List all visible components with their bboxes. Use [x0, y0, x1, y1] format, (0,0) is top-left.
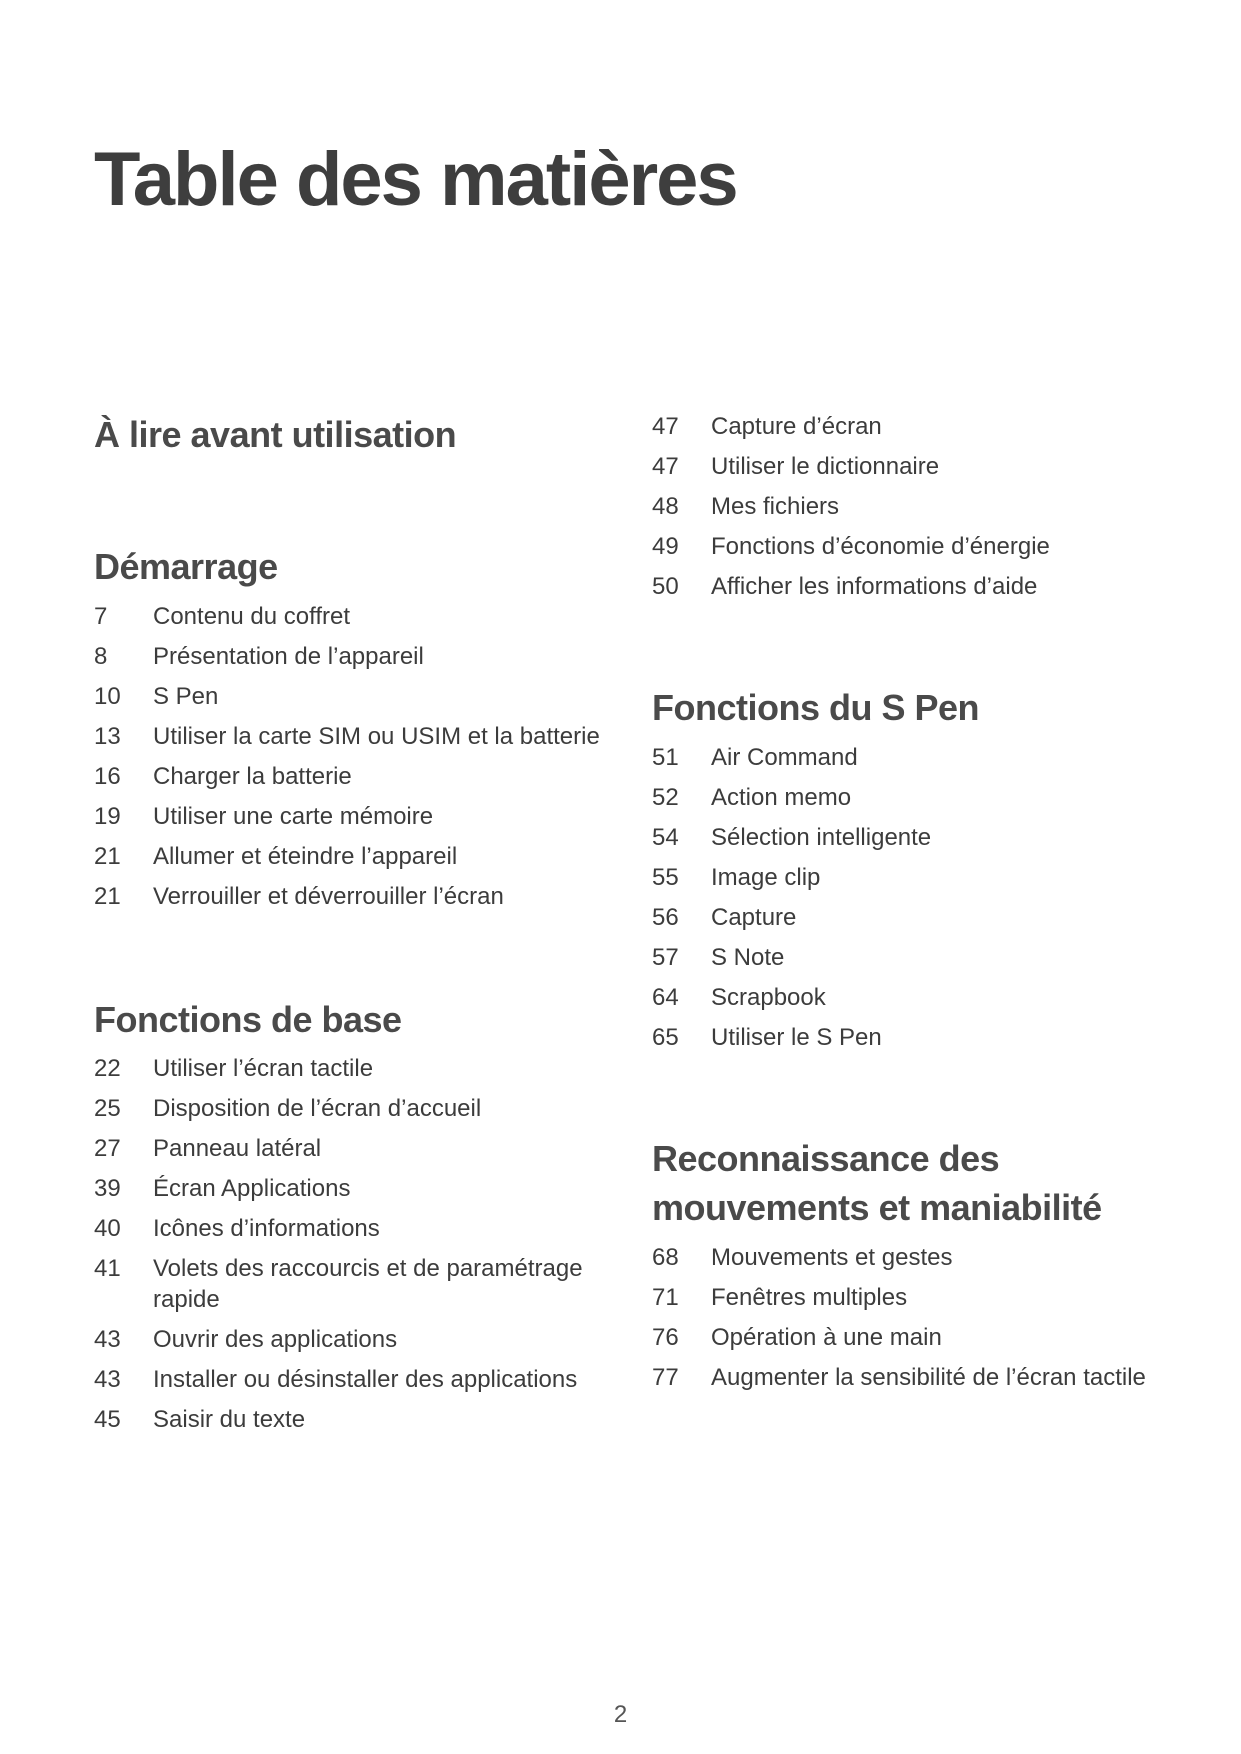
toc-entry[interactable] [94, 1404, 614, 1435]
page-number: 2 [613, 1701, 628, 1728]
toc-entry[interactable] [94, 1173, 614, 1204]
toc-entry[interactable] [652, 982, 1212, 1013]
toc-entry-title: Verrouiller et déverrouiller l’écran [153, 883, 504, 910]
toc-entry[interactable] [652, 571, 1212, 602]
toc-entry-title: Disposition de l’écran d’accueil [153, 1095, 482, 1122]
toc-page-number: 21 [94, 843, 121, 870]
toc-entry[interactable] [652, 1022, 1212, 1053]
toc-entry-title: Fonctions d’économie d’énergie [711, 533, 1050, 560]
toc-page-number: 7 [94, 603, 108, 630]
toc-entry[interactable] [652, 451, 1212, 482]
toc-page-number: 16 [94, 763, 121, 790]
toc-entry-title: Utiliser le dictionnaire [711, 453, 940, 480]
section-heading-fonctions-du-s-pen[interactable]: Fonctions du S Pen [652, 687, 980, 728]
toc-page-number: 57 [652, 944, 679, 971]
toc-entry-title: Sélection intelligente [711, 824, 932, 851]
toc-page-number: 41 [94, 1255, 121, 1282]
section-heading-lire-avant-utilisation[interactable]: À lire avant utilisation [94, 414, 457, 455]
toc-entry[interactable] [94, 1324, 614, 1355]
toc-entry[interactable] [94, 1253, 614, 1315]
toc-list-reconnaissance [652, 1242, 1212, 1402]
toc-entry-title: Contenu du coffret [153, 603, 351, 630]
toc-entry[interactable] [652, 942, 1212, 973]
section-heading-demarrage[interactable]: Démarrage [94, 546, 278, 587]
toc-page-number: 25 [94, 1095, 121, 1122]
toc-page-number: 76 [652, 1324, 679, 1351]
toc-page-number: 27 [94, 1135, 121, 1162]
toc-entry[interactable] [652, 742, 1212, 773]
toc-entry[interactable] [94, 1053, 614, 1084]
toc-entry-title: Présentation de l’appareil [153, 643, 424, 670]
toc-entry-title: Utiliser la carte SIM ou USIM et la batterie [153, 723, 600, 750]
toc-entry-title: Mouvements et gestes [711, 1244, 953, 1271]
section-heading-fonctions-de-base[interactable]: Fonctions de base [94, 999, 402, 1040]
toc-entry[interactable] [652, 902, 1212, 933]
toc-entry-title: Augmenter la sensibilité de l’écran tactile [711, 1364, 1146, 1391]
toc-page-number: 39 [94, 1175, 121, 1202]
toc-page-number: 55 [652, 864, 679, 891]
toc-page-number: 64 [652, 984, 679, 1011]
toc-entry-title: Fenêtres multiples [711, 1284, 908, 1311]
toc-entry-title: Charger la batterie [153, 763, 352, 790]
toc-page-number: 47 [652, 453, 679, 480]
toc-entry-title: Installer ou désinstaller des applications [153, 1366, 578, 1393]
toc-entry-title: Air Command [711, 744, 858, 771]
toc-page-number: 50 [652, 573, 679, 600]
toc-entry[interactable] [652, 1362, 1212, 1393]
toc-entry[interactable] [94, 1364, 614, 1395]
toc-page-number: 56 [652, 904, 679, 931]
toc-page-number: 10 [94, 683, 121, 710]
toc-entry[interactable] [94, 841, 614, 872]
toc-entry[interactable] [652, 531, 1212, 562]
toc-list-fonctions-de-base [94, 1053, 614, 1444]
toc-page-number: 49 [652, 533, 679, 560]
toc-entry[interactable] [94, 801, 614, 832]
toc-list-fonctions-du-s-pen [652, 742, 1212, 1062]
toc-entry-title: Saisir du texte [153, 1406, 306, 1433]
toc-page-number: 43 [94, 1326, 121, 1353]
toc-entry[interactable] [94, 601, 614, 632]
toc-entry-title: S Pen [153, 683, 219, 710]
toc-page-number: 68 [652, 1244, 679, 1271]
toc-entry-title: Image clip [711, 864, 821, 891]
toc-page-number: 65 [652, 1024, 679, 1051]
toc-entry[interactable] [652, 1242, 1212, 1273]
toc-list-demarrage [94, 601, 614, 921]
toc-entry-title: Panneau latéral [153, 1135, 322, 1162]
toc-page-number: 43 [94, 1366, 121, 1393]
toc-entry-title: Capture [711, 904, 797, 931]
toc-entry[interactable] [652, 411, 1212, 442]
toc-entry[interactable] [652, 862, 1212, 893]
toc-page-number: 71 [652, 1284, 679, 1311]
toc-page-number: 40 [94, 1215, 121, 1242]
toc-entry[interactable] [94, 761, 614, 792]
toc-entry[interactable] [94, 881, 614, 912]
toc-entry-title: Allumer et éteindre l’appareil [153, 843, 458, 870]
toc-entry[interactable] [94, 641, 614, 672]
toc-entry[interactable] [94, 1213, 614, 1244]
toc-entry-title: Ouvrir des applications [153, 1326, 398, 1353]
toc-entry-title: Écran Applications [153, 1175, 351, 1202]
toc-entry-title: Volets des raccourcis et de paramétrage rapide [153, 1255, 583, 1313]
toc-entry-title: Utiliser le S Pen [711, 1024, 882, 1051]
toc-entry-title: Capture d’écran [711, 413, 882, 440]
toc-entry-title: Action memo [711, 784, 852, 811]
toc-entry-title: Scrapbook [711, 984, 826, 1011]
toc-entry-title: Mes fichiers [711, 493, 840, 520]
page-title: Table des matières [94, 137, 737, 222]
toc-page-number: 19 [94, 803, 121, 830]
section-heading-reconnaissance-line2[interactable]: mouvements et maniabilité [652, 1187, 1102, 1228]
toc-page-number: 51 [652, 744, 679, 771]
toc-page-number: 8 [94, 643, 108, 670]
toc-entry[interactable] [94, 681, 614, 712]
toc-entry[interactable] [94, 1133, 614, 1164]
toc-page-number: 22 [94, 1055, 121, 1082]
toc-entry[interactable] [94, 721, 614, 752]
toc-entry-title: Afficher les informations d’aide [711, 573, 1038, 600]
toc-entry[interactable] [652, 491, 1212, 522]
toc-entry-title: Utiliser l’écran tactile [153, 1055, 374, 1082]
toc-page-number: 45 [94, 1406, 121, 1433]
toc-entry[interactable] [652, 822, 1212, 853]
toc-page-number: 54 [652, 824, 679, 851]
toc-entry-title: Icônes d’informations [153, 1215, 380, 1242]
toc-entry[interactable] [652, 782, 1212, 813]
toc-entry[interactable] [652, 1322, 1212, 1353]
toc-entry-title: Opération à une main [711, 1324, 942, 1351]
toc-page-number: 21 [94, 883, 121, 910]
toc-entry-title: S Note [711, 944, 785, 971]
toc-page-number: 48 [652, 493, 679, 520]
toc-page-number: 52 [652, 784, 679, 811]
toc-page-number: 13 [94, 723, 121, 750]
toc-page-number: 77 [652, 1364, 679, 1391]
toc-entry-title: Utiliser une carte mémoire [153, 803, 434, 830]
toc-list-continued [652, 411, 1212, 611]
toc-page-number: 47 [652, 413, 679, 440]
section-heading-reconnaissance-line1[interactable]: Reconnaissance des [652, 1138, 1000, 1179]
toc-entry[interactable] [94, 1093, 614, 1124]
toc-entry[interactable] [652, 1282, 1212, 1313]
